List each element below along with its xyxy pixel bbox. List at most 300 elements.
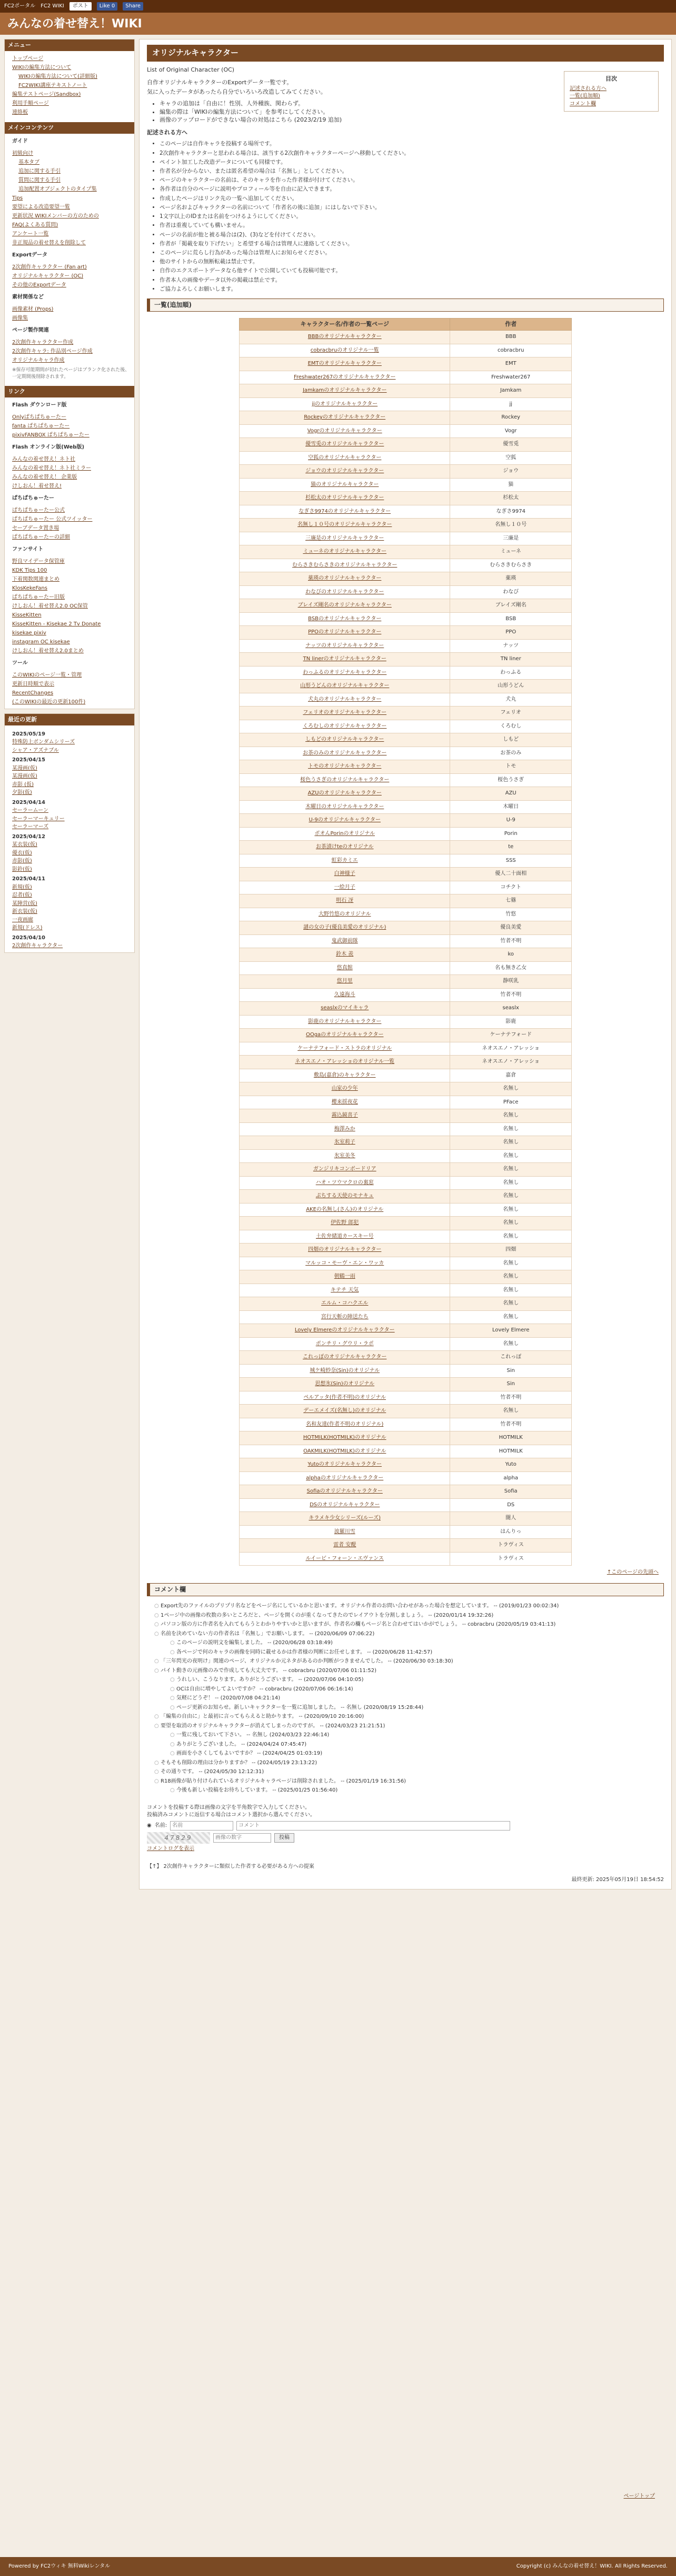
table-row [240,1391,572,1405]
character-link[interactable]: ペルアッタ(作者不明)のオリジナル [240,1391,450,1405]
sidebar-item [12,584,130,593]
sidebar-link[interactable]: Onlyぱちぱちゅーたー [12,414,66,420]
like-button[interactable]: Like 0 [97,2,117,11]
comment-item: ○ このページの説明文を編集しました。 -- (2020/06/28 03:18:49) [170,1639,664,1647]
sidebar-link[interactable]: WIKIの編集方法について(詳細版) [18,73,97,79]
author-cell: 杉松太 [450,492,572,505]
character-link[interactable]: 氷室莉子 [240,1136,450,1150]
character-link[interactable]: ケーナテフォード・ストラのオリジナル [240,1042,450,1056]
sidebar-item [12,629,130,638]
character-link[interactable]: OOgaのオリジナルキャラクター [240,1029,450,1042]
character-link[interactable]: HOTMILK(HOTMILK)のオリジナル [240,1431,450,1445]
recent-item [12,764,130,773]
recent-link[interactable]: 2次創作キャラクター [12,943,63,949]
character-link[interactable]: エルム・コハクエル [240,1297,450,1311]
sidebar-link[interactable]: 2次創作キャラクター作成 [12,339,74,345]
table-row [240,1056,572,1069]
form-desc: コメントを投稿する際は画像の文字を半角数字で入力してください。 [147,1804,310,1811]
author-cell: 竹者不明 [450,934,572,948]
recent-link[interactable]: 某漫画(仮) [12,773,37,780]
site-header [0,13,676,35]
sidebar-link[interactable]: 下着関数関連まとめ [12,576,59,582]
character-link[interactable]: キテチ 天気 [240,1284,450,1297]
author-cell: 名も無き乙女 [450,961,572,975]
sidebar-link[interactable]: 要望による改造要望一覧 [12,204,70,210]
character-link[interactable]: 悠真館 [240,961,450,975]
character-link[interactable]: 朝鶴一雨 [240,1270,450,1284]
author-cell: 名無し [450,1149,572,1163]
character-link[interactable]: フェリオのオリジナルキャラクター [240,707,450,720]
character-link[interactable]: これっぽのオリジナルキャラクター [240,1351,450,1365]
sidebar-item [12,230,130,238]
character-link[interactable]: TN linerのオリジナルキャラクター [240,653,450,667]
character-link[interactable]: ガンジリキコンボードリア [240,1163,450,1177]
recent-link[interactable]: 夕影(仮) [12,790,32,796]
character-link[interactable]: ぷちする天使のモナキュ [240,1190,450,1204]
table-row [240,532,572,545]
sidebar-item [12,464,130,473]
character-link[interactable]: 大野竹悠のオリジナル [240,908,450,921]
author-cell: 名無し [450,1136,572,1150]
sidebar-link[interactable]: ぱちぱちゅーたー 公式ツイッター [12,516,93,522]
generator-label: ページ製作関連 [12,327,49,333]
sidebar-link[interactable]: KlosKekeFans [12,585,47,591]
comment-input[interactable] [236,1821,510,1831]
character-link[interactable]: 波羅川雪 [240,1525,450,1539]
sidebar-item [12,647,130,655]
character-link[interactable]: U-9のオリジナルキャラクター [240,814,450,828]
sidebar-link[interactable]: 更新日時順で表示 [12,681,54,687]
recent-item [12,738,130,747]
table-row [240,357,572,371]
author-cell: Lovely Elmere [450,1324,572,1338]
character-link[interactable]: ポオんPorinのオリジナル [240,827,450,841]
fc2-portal-link[interactable]: FC2ポータル [4,3,36,9]
character-link[interactable]: 桜色うさぎのオリジナルキャラクター [240,773,450,787]
sidebar-link[interactable]: 連絡板 [12,109,28,115]
recent-link[interactable]: 新規(仮) [12,884,32,890]
sidebar-item [12,167,130,176]
character-link[interactable]: 空狐のオリジナルキャラクター [240,451,450,465]
sidebar-link[interactable]: KisseKitten [12,612,42,618]
character-link[interactable]: ポンチリ・グウリ・ラポ [240,1337,450,1351]
character-link[interactable]: 山家の少年 [240,1082,450,1096]
guide-label: ガイド [12,138,28,144]
toc-item: 記述される方へ [570,85,607,92]
sidebar-link[interactable]: ぱちぱちゅーたーの詳細 [12,534,70,540]
author-cell: BBB [450,331,572,344]
character-link[interactable]: 犬丸のオリジナルキャラクター [240,693,450,707]
sidebar-link[interactable]: 画像集 [12,315,28,321]
recent-link[interactable]: シャア・アズナブル [12,747,59,753]
sidebar-item [12,413,130,422]
sidebar-item [12,158,130,167]
character-link[interactable]: ハオ・ツウマクロの裏窓 [240,1176,450,1190]
footer-powered[interactable]: Powered by FC2ウィキ 無料Wikiレンタル [8,2563,111,2569]
character-link[interactable]: 一絵月子 [240,881,450,894]
character-link[interactable]: BBBのオリジナルキャラクター [240,331,450,344]
export-label: Exportデータ [12,252,48,258]
table-row [240,1270,572,1284]
sidebar-link[interactable]: オリジナルキャラ作成 [12,357,65,363]
table-row [240,344,572,357]
character-link[interactable]: ネオスエノ・アレッショのオリジナル一覧 [240,1056,450,1069]
recent-link[interactable]: 赤影(仮) [12,858,32,864]
recent-date: 2025/05/19 [12,731,45,737]
sidebar-link[interactable]: みんなの着せ替え！ネト社 [12,456,75,462]
character-link[interactable]: 霧込鏡喜子 [240,1109,450,1123]
sidebar-item [12,515,130,524]
author-cell: ケーナテフォード [450,1029,572,1042]
character-link[interactable]: デーエメイズ(名無し)のオリジナル [240,1405,450,1418]
character-link[interactable]: お茶漬けteのオリジナル [240,841,450,854]
recent-link[interactable]: セーラーマーキュリー [12,815,65,822]
character-link[interactable]: Rockeyのオリジナルキャラクター [240,411,450,425]
character-link[interactable]: なぎさ9974のオリジナルキャラクター [240,505,450,519]
character-link[interactable]: 櫻来揺夜花 [240,1096,450,1109]
rule-item: • このページに荒らし行為があった場合は管理人にお知らせください。 [160,249,664,257]
character-link[interactable]: EMTのオリジナルキャラクター [240,357,450,371]
sidebar-link[interactable]: 野良マイデータ保管庫 [12,558,65,564]
table-row [240,612,572,626]
character-link[interactable]: 雷者 安醍 [240,1539,450,1553]
back-to-top-link[interactable]: ↑このページの先頭へ [607,1569,659,1576]
sidebar-list [5,337,134,367]
table-row [240,1351,572,1365]
main-content-heading: メインコンテンツ [5,122,134,134]
character-link[interactable]: 山形うどんのオリジナルキャラクター [240,680,450,693]
rule-item: • 作者名が分からない、または匿名希望の場合は「名無し」としてください。 [160,167,664,175]
author-cell: はんりっ [450,1525,572,1539]
captcha-input[interactable] [213,1833,271,1843]
character-link[interactable]: 名和友達(作者不明のオリジナル) [240,1418,450,1431]
table-row [240,384,572,398]
sidebar-link[interactable]: トップページ [12,55,44,62]
author-cell: 名無し [450,1176,572,1190]
sidebar-item [12,602,130,611]
character-link[interactable]: 影鹿のオリジナルキャラクター [240,1015,450,1029]
radio-icon[interactable]: ◉ [147,1822,152,1828]
character-link[interactable]: マルッコ・モーヴ・エン・ワッカ [240,1257,450,1270]
table-row [240,1176,572,1190]
character-link[interactable]: くろむしのオリジナルキャラクター [240,720,450,733]
author-cell: くろむし [450,720,572,733]
table-row [240,1324,572,1338]
recent-link[interactable]: 某衣装(仮) [12,842,37,848]
character-link[interactable]: 薬瑛のオリジナルキャラクター [240,572,450,586]
character-link[interactable]: 土佐弁緒道カースキー号 [240,1230,450,1244]
character-link[interactable]: BSBのオリジナルキャラクター [240,612,450,626]
recent-item [12,807,130,815]
sidebar-link[interactable]: 非正規品の着せ替えを削除して [12,240,86,246]
author-cell: cobracbru [450,344,572,357]
page-top-link[interactable]: ページトップ [623,2493,655,2499]
sidebar-link[interactable]: 質問に関する手引 [18,177,61,183]
comment-item: ○ 各ページで何のキャラの画像を同時に載せるかは作者様の判断にお任せします。 -- (2020/06/28 11:42:57) [170,1649,664,1657]
character-link[interactable]: 杉松太のオリジナルキャラクター [240,492,450,505]
author-cell: 静咲乳 [450,975,572,989]
sidebar-link[interactable]: 編集テストページ(Sandbox) [12,91,81,97]
sidebar-link[interactable]: みんなの着せ替え！ネト社ミラー [12,465,91,471]
character-link[interactable]: 四畑のオリジナルキャラクター [240,1244,450,1257]
table-row [240,707,572,720]
sidebar-link[interactable]: 追加に関する手引 [18,168,61,174]
comment-item: ○ パソコン版の方に作者名を入れてもらうとわかりやすいかと思いますが、作者名の欄もページ名と合わせてはいかがでしょう。 -- cobracbru (2020/05/19 03:41:13) [154,1621,664,1629]
author-cell: ナッツ [450,639,572,653]
character-link[interactable]: 猫のオリジナルキャラクター [240,478,450,492]
character-link[interactable]: お茶のみのオリジナルキャラクター [240,747,450,760]
intro-text: 自作オリジナルキャラクターのExportデータ一覧です。 [147,78,293,86]
table-body [240,331,572,1566]
sidebar-item [12,81,130,90]
character-link[interactable]: Yutoのオリジナルキャラクター [240,1458,450,1472]
sidebar-link[interactable]: Tips [12,195,23,201]
author-cell: Sin [450,1364,572,1378]
character-link[interactable]: AZUのオリジナルキャラクター [240,787,450,801]
submit-button[interactable]: 投稿 [274,1833,294,1843]
author-cell: 四畑 [450,1244,572,1257]
toc-title: 目次 [605,75,617,82]
sidebar-link[interactable]: FC2WIKI講座テキストノート [18,82,87,88]
author-cell: ブレイズ剛名 [450,599,572,613]
recent-link[interactable]: 影鈴(仮) [12,866,32,872]
author-cell: ko [450,948,572,962]
name-input[interactable] [170,1821,233,1831]
character-link[interactable]: 木曜日のオリジナルキャラクター [240,800,450,814]
rule-item: • 作者本人の画像やデータ以外の掲載は禁止です。 [160,276,664,284]
sidebar-link[interactable]: FAQ(よくある質問) [12,222,58,228]
character-link[interactable]: 久遠海斗 [240,988,450,1002]
share-button[interactable]: Share [123,2,143,11]
sidebar-item [12,63,130,72]
recent-link[interactable]: セーラームーン [12,808,48,814]
sidebar-link[interactable]: 更新状況 WIKIメンバーの方のための [12,213,99,219]
character-link[interactable]: OAKMILK(HOTMILK)のオリジナル [240,1445,450,1458]
sidebar-link[interactable]: kisekae pixiv [12,630,46,636]
character-link[interactable]: 伊佐野 郎犯 [240,1217,450,1230]
recent-item [12,781,130,789]
sidebar-link[interactable]: 初級向け [12,150,33,156]
sidebar-link[interactable]: ぱちぱちゅーたー旧版 [12,594,65,600]
sidebar-link[interactable]: 追加配置オブジェクトのタイプ集 [18,186,97,192]
character-link[interactable]: ジョウのオリジナルキャラクター [240,465,450,479]
recent-link[interactable]: 一夜画廊 [12,917,33,923]
author-cell: お茶のみ [450,747,572,760]
character-link[interactable]: Freshwater267のオリジナルキャラクター [240,371,450,384]
recent-link[interactable]: 優衣(仮) [12,850,32,856]
character-link[interactable]: 白神様子 [240,868,450,881]
character-link[interactable]: ルイービ・フォーン・エヴァンス [240,1552,450,1566]
author-cell: Vogr [450,424,572,438]
character-link[interactable]: 梅澤みか [240,1122,450,1136]
character-link[interactable]: ナッツのオリジナルキャラクター [240,639,450,653]
sidebar-link[interactable]: 利用手順ページ [12,100,49,106]
character-table [239,318,572,1566]
sidebar-link[interactable]: このWIKIのページ一覧・管理 [12,672,82,678]
character-link[interactable]: alphaのオリジナルキャラクター [240,1471,450,1485]
table-row [240,545,572,559]
rule-item: • ページ名およびキャラクターの名前について「作者名の後に追加」にはしないで下さい。 [160,204,664,212]
author-cell: 名無し [450,1405,572,1418]
author-cell: TN liner [450,653,572,667]
recent-link[interactable]: 新衣装(仮) [12,909,37,915]
character-link[interactable]: 宮行天斬の陣送たち [240,1310,450,1324]
sidebar-link[interactable]: けしおん！着せ替え2.0まとめ [12,648,84,654]
author-cell: 竹者不明 [450,1418,572,1431]
author-cell: Sin [450,1378,572,1391]
recent-link[interactable]: セーラーマーズ [12,824,49,830]
character-link[interactable]: トモのオリジナルキャラクター [240,760,450,774]
character-link[interactable]: 明石 冴 [240,894,450,908]
comment-item: ○ ありがとうございました。 -- (2024/04/24 07:45:47) [170,1741,664,1749]
character-link[interactable]: ミューネのオリジナルキャラクター [240,545,450,559]
author-cell: トラヴィス [450,1552,572,1566]
author-cell: 薬瑛 [450,572,572,586]
character-link[interactable]: AKEの名無し(さん)のオリジナル [240,1203,450,1217]
table-row [240,814,572,828]
sidebar-link[interactable]: セーブデータ置き場 [12,525,59,531]
character-link[interactable]: 名無し１０号のオリジナルキャラクター [240,519,450,532]
rule-item: • 作者が「掲載を取り下げたい」と希望する場合は管理人に連絡してください。 [160,240,664,248]
intro-text: 気に入ったデータがあったら自分でいろいろ改造してみてください。 [147,88,326,95]
table-row [240,921,572,935]
character-link[interactable]: 優雪兎のオリジナルキャラクター [240,438,450,452]
table-row [240,961,572,975]
sidebar-link[interactable]: けしおん！着せ替え2.0 OC保管 [12,603,88,609]
recent-link[interactable]: 新規(ドレス) [12,925,43,931]
character-link[interactable]: seaslxのマイキャラ [240,1002,450,1016]
table-row [240,519,572,532]
recent-link[interactable]: 某陣営(仮) [12,900,37,907]
sidebar-item [12,185,130,194]
character-link[interactable]: 鬼武御前隊 [240,934,450,948]
comment-log-link[interactable]: コメントログを表示 [147,1845,194,1852]
table-row [240,626,572,640]
recent-link[interactable]: 赤影 (仮) [12,781,34,788]
recent-item [12,772,130,781]
table-row [240,1217,572,1230]
sidebar-link[interactable]: (このWIKIの最近の更新100件) [12,699,86,705]
author-cell: 名無し [450,1203,572,1217]
author-cell: HOTMILK [450,1431,572,1445]
toc-item: 一覧(追加順) [570,93,600,100]
character-link[interactable]: しもどのオリジナルキャラクター [240,733,450,747]
table-row [240,1109,572,1123]
comment-item: ○ 要望を取消のオリジナルキャラクターが消えてしまったのですが。 -- (2024/03/23 21:21:51) [154,1723,664,1730]
character-link[interactable]: 悠月里 [240,975,450,989]
site-title[interactable]: みんなの着せ替え！WIKI [7,17,142,31]
sidebar-box [4,39,135,709]
sidebar-link[interactable]: 画像素材 (Props) [12,306,54,312]
sidebar-item [12,263,130,272]
sidebar-list [5,148,134,250]
author-cell: 竹者不明 [450,1391,572,1405]
fc2-wiki-link[interactable]: FC2 WIKI [41,3,64,9]
sidebar-link[interactable]: オリジナルキャラクター (OC) [12,273,84,279]
sidebar-link[interactable]: 基本タブ [18,159,39,165]
character-link[interactable]: jjのオリジナルキャラクター [240,397,450,411]
sidebar-link[interactable]: fanta ぱちぱちゅーたー [12,423,70,429]
table-row [240,1364,572,1378]
author-cell: Yuto [450,1458,572,1472]
character-link[interactable]: 虹彩カミエ [240,854,450,868]
sidebar-list [5,412,134,442]
rule-item: • 作成したページはリンク先の一覧へ追加してください。 [160,195,664,203]
character-link[interactable]: キラメキ少女シリーズ(ルーズ) [240,1512,450,1526]
sidebar-link[interactable]: KDK Tips 100 [12,567,47,573]
sidebar-list [5,505,134,544]
sidebar-link[interactable]: ぱちぱちゅーたー公式 [12,507,65,513]
intro-bullet: • キャラの追加は「自由に！性別、人外種族、関わらず。 [160,100,664,108]
sidebar-item [12,194,130,203]
character-link[interactable]: Vogrのオリジナルキャラクター [240,424,450,438]
character-link[interactable]: ブレイズ剛名のオリジナルキャラクター [240,599,450,613]
related-link[interactable]: 【↑】 2次創作キャラクターに類似した作者する必要がある方への提案 [147,1864,314,1870]
character-link[interactable]: わなびのオリジナルキャラクター [240,585,450,599]
comment-item: ○ うれしい、こうなります。ありがとうございます。 -- (2020/07/06 04:10:05) [170,1676,664,1684]
author-cell: 嘉倉 [450,1069,572,1082]
rule-item: • 各作者は自分のページに説明やプロフィール等を自由に記入できます。 [160,185,664,193]
recent-item [12,900,130,908]
character-link[interactable]: 敷島(嘉倉)のキャラクター [240,1069,450,1082]
recent-link[interactable]: 某漫画(仮) [12,765,37,771]
character-link[interactable]: Jamkamのオリジナルキャラクター [240,384,450,398]
sidebar-list [5,670,134,709]
sidebar-link[interactable]: pixivFANBOX ぱちぱちゅーたー [12,432,90,438]
character-link[interactable]: cobracbruのオリジナル一覧 [240,344,450,357]
character-link[interactable]: 三廉是のオリジナルキャラクター [240,532,450,545]
sidebar-link[interactable]: けしおん！着せ替え! [12,483,62,489]
character-link[interactable]: Lovely Elmereのオリジナルキャラクター [240,1324,450,1338]
post-button[interactable]: ポスト [69,2,92,11]
table-row [240,1310,572,1324]
fan-label: ファンサイト [12,546,44,552]
character-link[interactable]: PPOのオリジナルキャラクター [240,626,450,640]
recent-link[interactable]: 特殊防上ボンダムシリーズ [12,739,75,745]
table-row [240,572,572,586]
character-link[interactable]: Sofiaのオリジナルキャラクター [240,1485,450,1499]
sidebar-link[interactable]: KisseKitten - Kisekae 2 Tv Donate [12,621,101,627]
sidebar-link[interactable]: その他のExportデータ [12,282,66,288]
character-link[interactable]: 思想氷(Sin)のオリジナル [240,1378,450,1391]
sidebar-link[interactable]: みんなの着せ替え！ 企業版 [12,474,77,480]
recent-link[interactable]: 忍者(仮) [12,892,32,899]
table-row [240,1525,572,1539]
author-cell: ジョウ [450,465,572,479]
table-row [240,1337,572,1351]
author-cell: 影鹿 [450,1015,572,1029]
sidebar-link[interactable]: RecentChanges [12,690,54,696]
character-link[interactable]: むらさきむらさきのオリジナルキャラクター [240,559,450,572]
sidebar-link[interactable]: WIKIの編集方法について [12,64,72,71]
sidebar-item [12,482,130,491]
sidebar-link[interactable]: 2次創作キャラクター (Fan art) [12,264,87,270]
captcha-image: 47829 [147,1832,210,1844]
character-link[interactable]: 謎の女の子(優良美愛のオリジナル) [240,921,450,935]
character-link[interactable]: 城ケ崎紗奈(Sin)のオリジナル [240,1364,450,1378]
character-link[interactable]: 鈴木 羨 [240,948,450,962]
character-link[interactable]: 氷室美冬 [240,1149,450,1163]
sidebar-link[interactable]: 2次創作キャラ: 作品別ページ作成 [12,348,93,354]
sidebar-link[interactable]: アンケート一覧 [12,231,49,237]
sidebar-item [12,54,130,63]
table-row [240,1002,572,1016]
character-link[interactable]: わっふるのオリジナルキャラクター [240,666,450,680]
character-link[interactable]: DSのオリジナルキャラクター [240,1498,450,1512]
author-cell: DS [450,1498,572,1512]
sidebar-link[interactable]: instagram OC kisekae [12,639,70,645]
intro-bullet: • 画像のアップロードができない場合の対処はこちら (2023/2/19 追加) [160,116,664,124]
